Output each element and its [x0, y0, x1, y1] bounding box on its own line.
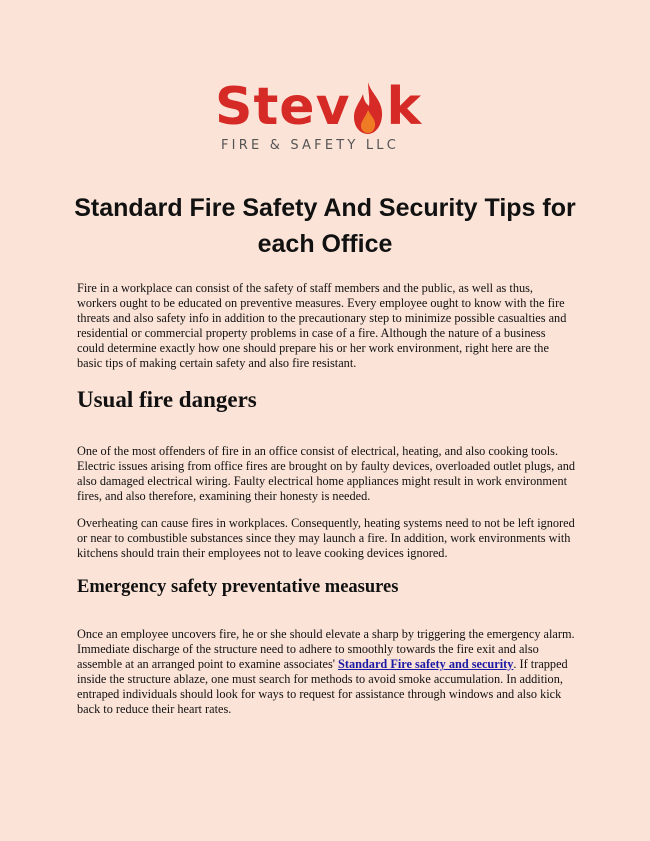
- logo-word-start: Stev: [215, 77, 351, 137]
- intro-paragraph: Fire in a workplace can consist of the safety of staff members and the public, as well as thus, workers ought to be educated on preventive measures. Every employee ought to know with the fire threats and also safety info in addition to the precautionary step to minimize possible casualties and residential or commercial property problems in case of a fire. Although the nature of a business could determine exactly how one should prepare his or her work environment, right here are the basic tips of making certain safety and also fire resistant.: [77, 281, 567, 370]
- logo-wordmark: [215, 78, 422, 136]
- fire-dangers-paragraph-1: One of the most offenders of fire in an office consist of electrical, heating, and also cooking tools. Electric issues arising from office fires are brought on by faulty devices, overloaded outlet plugs, and also damaged electrical wiring. Faulty electrical home appliances might result in work environment fires, and also therefore, examining their honesty is needed.: [77, 444, 575, 503]
- logo-tagline: FIRE & SAFETY LLC: [221, 138, 400, 153]
- emergency-text-before-link: Once an employee uncovers fire, he or she should elevate a sharp by triggering the emergency alarm. Immediate discharge of the structure need to adhere to smoothly towards the fire exit and also assemble at an arranged point to examine associates': [77, 627, 575, 671]
- logo-word-end: k: [386, 77, 423, 137]
- emergency-paragraph: [77, 627, 575, 717]
- section-heading-emergency: Emergency safety preventative measures: [77, 577, 399, 597]
- flame-icon: [351, 80, 385, 136]
- fire-dangers-paragraph-2: Overheating can cause fires in workplaces. Consequently, heating systems need to not be left ignored or near to combustible substances since they may launch a fire. In addition, work environments with kitchens should train their employees not to leave cooking devices ignored.: [77, 516, 575, 560]
- page-title: Standard Fire Safety And Security Tips for each Office: [74, 194, 576, 258]
- standard-fire-safety-link[interactable]: Standard Fire safety and security: [338, 657, 514, 671]
- company-logo: [215, 78, 437, 158]
- section-heading-fire-dangers: Usual fire dangers: [77, 387, 257, 412]
- emergency-text-after-link: . If trapped inside the structure ablaze, one must search for methods to avoid smoke accumulation. In addition, entraped individuals should look for ways to request for assistance through windows and also kick back to reduce their heart rates.: [77, 657, 568, 716]
